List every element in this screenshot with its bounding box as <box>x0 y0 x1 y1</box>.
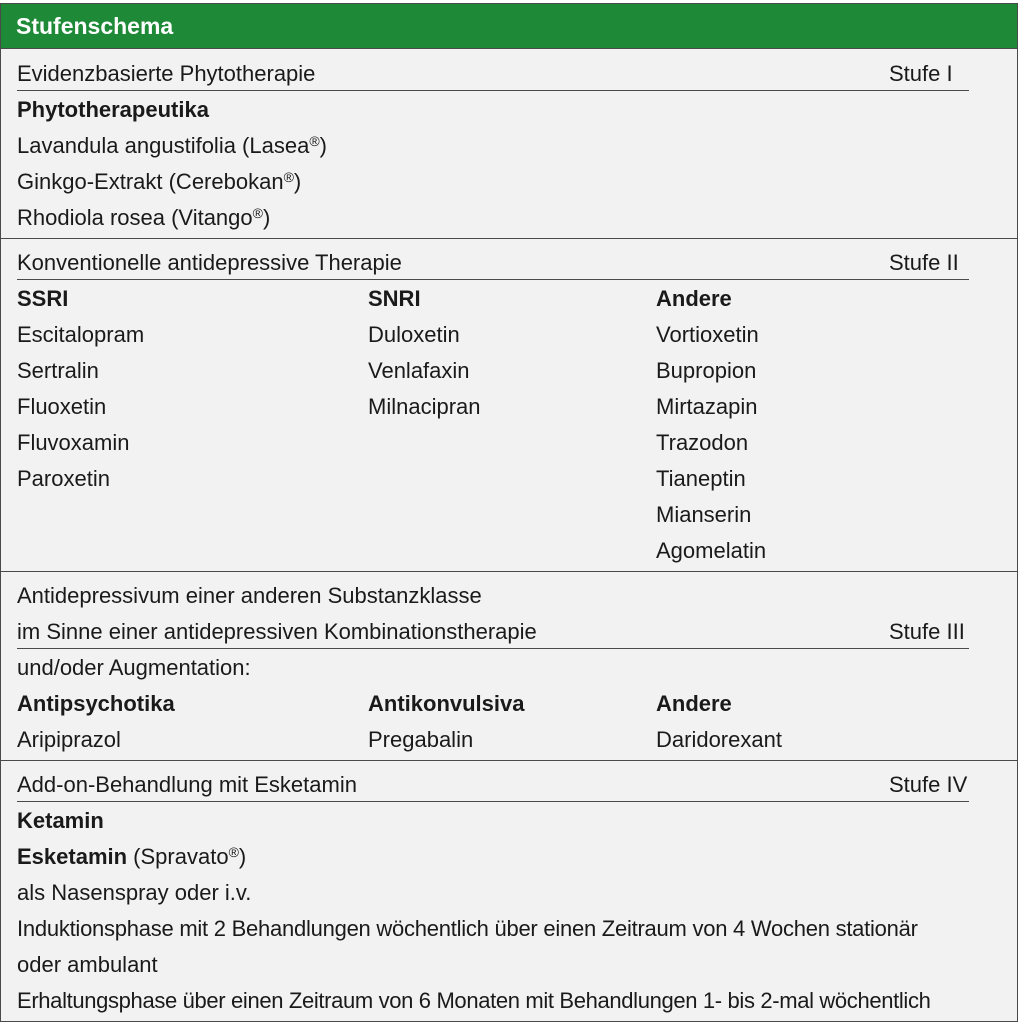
stufe4-text-line: als Nasenspray oder i.v. <box>17 880 252 905</box>
ssri-item: Fluoxetin <box>17 394 107 419</box>
stufe4-rule <box>17 801 969 802</box>
stufe4-group-title: Ketamin <box>17 808 104 833</box>
stufe4-text-line: Induktionsphase mit 2 Behandlungen wöchentlich über einen Zeitraum von 4 Wochen stationär <box>17 916 918 941</box>
esketamin-line: Esketamin (Spravato®) <box>17 844 247 869</box>
andere-item: Mirtazapin <box>656 394 758 419</box>
antikonvulsiva-item: Pregabalin <box>368 727 474 752</box>
andere-column-title: Andere <box>656 286 732 311</box>
andere-item: Vortioxetin <box>656 322 759 347</box>
antipsychotika-item: Aripiprazol <box>17 727 121 752</box>
stufe4-text-line: oder ambulant <box>17 952 158 977</box>
section-stufe-1 <box>1 49 1017 238</box>
stufe2-rule <box>17 279 969 280</box>
stufe3-heading-line2: im Sinne einer antidepressiven Kombinationstherapie <box>17 619 537 644</box>
andere-item: Bupropion <box>656 358 757 383</box>
andere-item: Tianeptin <box>656 466 746 491</box>
antipsychotika-column-title: Antipsychotika <box>17 691 175 716</box>
section-stufe-3 <box>1 571 1017 761</box>
ssri-item: Sertralin <box>17 358 99 383</box>
section-stufe-2 <box>1 238 1017 572</box>
andere-column-title: Andere <box>656 691 732 716</box>
stufe3-stage-label: Stufe III <box>889 619 965 644</box>
ssri-item: Paroxetin <box>17 466 110 491</box>
snri-item: Venlafaxin <box>368 358 470 383</box>
stufe4-stage-label: Stufe IV <box>889 772 968 797</box>
snri-item: Duloxetin <box>368 322 460 347</box>
stufe4-heading: Add-on-Behandlung mit Esketamin <box>17 772 357 797</box>
stufe1-heading: Evidenzbasierte Phytotherapie <box>17 61 316 86</box>
stufe3-heading-line3: und/oder Augmentation: <box>17 655 251 680</box>
ssri-item: Escitalopram <box>17 322 145 347</box>
stufe3-rule <box>17 648 969 649</box>
stufenschema-table <box>0 3 1018 1022</box>
stufe4-text-line: Erhaltungsphase über einen Zeitraum von 6 Monaten mit Behandlungen 1- bis 2-mal wöchentlich <box>17 988 931 1013</box>
section-stufe-4 <box>1 760 1017 1022</box>
andere-item: Mianserin <box>656 502 752 527</box>
stufe2-stage-label: Stufe II <box>889 250 959 275</box>
stufe3-heading-line1: Antidepressivum einer anderen Substanzklasse <box>17 583 482 608</box>
ssri-column-title: SSRI <box>17 286 69 311</box>
table-header <box>1 4 1017 49</box>
andere-item: Trazodon <box>656 430 749 455</box>
antikonvulsiva-column-title: Antikonvulsiva <box>368 691 525 716</box>
stufe2-heading: Konventionelle antidepressive Therapie <box>17 250 402 275</box>
table-title: Stufenschema <box>16 13 174 39</box>
snri-column-title: SNRI <box>368 286 421 311</box>
ssri-item: Fluvoxamin <box>17 430 130 455</box>
stufe1-group-title: Phytotherapeutika <box>17 97 209 122</box>
stufe1-rule <box>17 90 969 91</box>
stufe1-stage-label: Stufe I <box>889 61 953 86</box>
stufe1-item: Rhodiola rosea (Vitango®) <box>17 205 271 230</box>
andere-item: Daridorexant <box>656 727 782 752</box>
stufe1-item: Ginkgo-Extrakt (Cerebokan®) <box>17 169 302 194</box>
snri-item: Milnacipran <box>368 394 481 419</box>
andere-item: Agomelatin <box>656 538 767 563</box>
stufe1-item: Lavandula angustifolia (Lasea®) <box>17 133 327 158</box>
